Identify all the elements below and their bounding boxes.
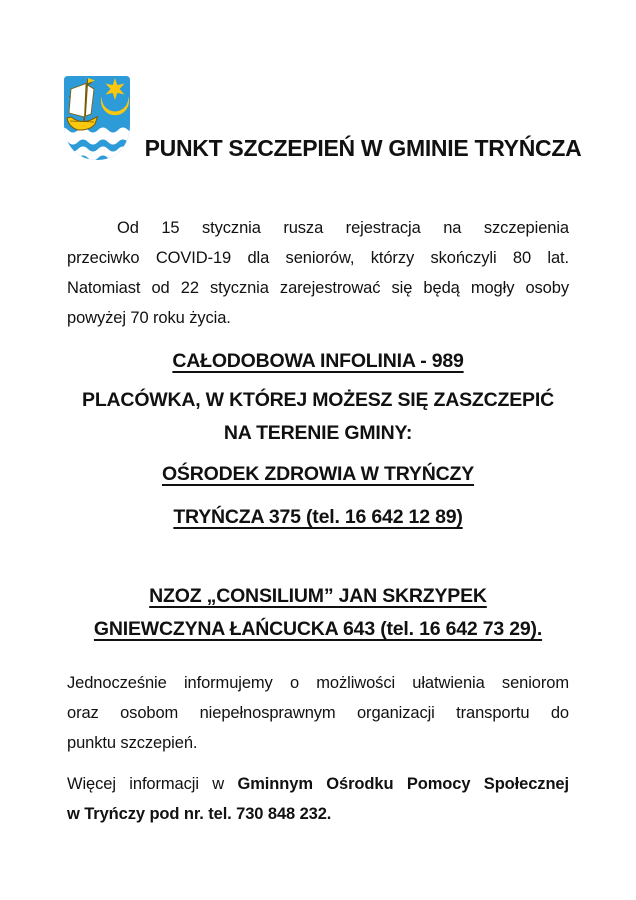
facility-heading — [67, 384, 569, 450]
intro-line: przeciwko COVID-19 dla seniorów, którzy skończyli 80 lat. — [67, 249, 569, 267]
infoline-heading: CAŁODOBOWA INFOLINIA - 989 — [172, 350, 464, 372]
facility-heading-line-2: NA TERENIE GMINY: — [223, 422, 413, 444]
clinic2-heading-line-2: GNIEWCZYNA ŁAŃCUCKA 643 (tel. 16 642 73 29). — [93, 618, 543, 640]
clinic1-address-heading: TRYŃCZA 375 (tel. 16 642 12 89) — [173, 506, 463, 528]
clinic1-name-heading: OŚRODEK ZDROWIA W TRYŃCZY — [161, 463, 475, 485]
clinic2-heading-line-1: NZOZ „CONSILIUM” JAN SKRZYPEK — [149, 585, 487, 607]
more-info-paragraph — [67, 769, 569, 829]
transport-line: punktu szczepień. — [67, 734, 198, 752]
transport-line: oraz osobom niepełnosprawnym organizacji transportu do — [67, 704, 569, 722]
transport-paragraph — [67, 668, 569, 758]
transport-line: Jednocześnie informujemy o możliwości ułatwienia seniorom — [67, 674, 569, 692]
coat-of-arms-icon — [60, 74, 134, 162]
intro-line: powyżej 70 roku życia. — [67, 309, 231, 327]
intro-paragraph — [67, 213, 569, 333]
intro-line: Od 15 stycznia rusza rejestracja na szczepienia — [117, 219, 569, 237]
more-info-line — [67, 769, 569, 799]
more-info-prefix: Więcej informacji w — [67, 775, 238, 793]
more-info-line: w Tryńczy pod nr. tel. 730 848 232. — [67, 805, 332, 823]
clinic2-heading — [67, 580, 569, 646]
intro-line: Natomiast od 22 stycznia zarejestrować się będą mogły osoby — [67, 279, 569, 297]
document-header — [0, 0, 636, 162]
more-info-bold-part: Gminnym Ośrodku Pomocy Społecznej — [237, 775, 569, 793]
facility-heading-line-1: PLACÓWKA, W KTÓREJ MOŻESZ SIĘ ZASZCZEPIĆ — [82, 389, 554, 411]
document-body — [0, 213, 636, 829]
page-title: PUNKT SZCZEPIEŃ W GMINIE TRYŃCZA — [144, 134, 582, 161]
